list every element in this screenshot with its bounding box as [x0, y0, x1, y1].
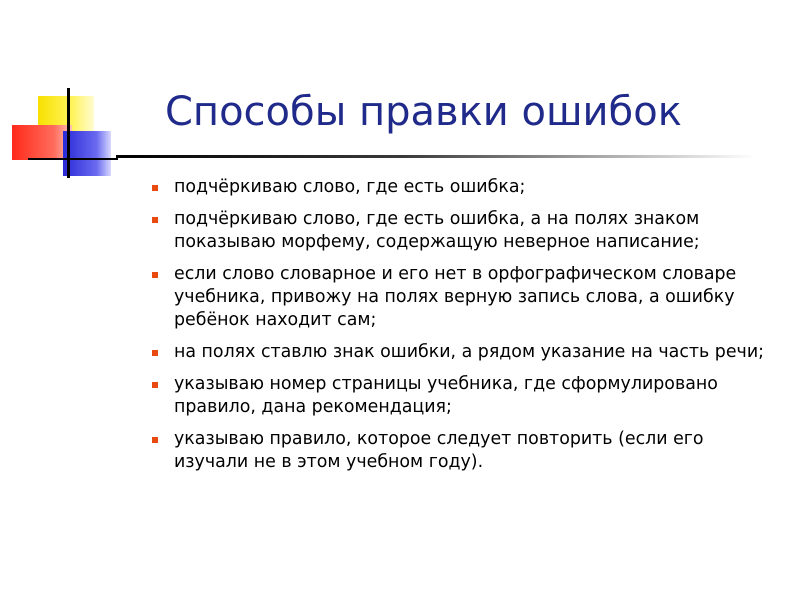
blue-square: [63, 131, 111, 176]
title-underline-rule: [116, 155, 756, 158]
bullet-item: [150, 428, 780, 474]
square-bullet-icon: [152, 382, 158, 388]
bullet-text: подчёркиваю слово, где есть ошибка, а на полях знаком показываю морфему, содержащую неверное написание;: [174, 209, 700, 252]
bullet-text: на полях ставлю знак ошибки, а рядом указание на часть речи;: [174, 342, 764, 362]
square-bullet-icon: [152, 272, 158, 278]
bullet-text: если слово словарное и его нет в орфографическом словаре учебника, привожу на полях верную запись слова, а ошибку ребёнок находит сам;: [174, 264, 737, 330]
bullet-item: [150, 176, 780, 199]
logo-horizontal-line: [28, 158, 118, 160]
square-bullet-icon: [152, 185, 158, 191]
square-bullet-icon: [152, 217, 158, 223]
bullet-list: [150, 176, 780, 483]
bullet-item: [150, 341, 780, 364]
logo-vertical-line: [67, 88, 70, 178]
slide-title: Способы правки ошибок: [165, 89, 682, 135]
bullet-text: подчёркиваю слово, где есть ошибка;: [174, 177, 526, 197]
bullet-item: [150, 263, 780, 332]
decorative-squares-logo: [0, 0, 160, 190]
bullet-text: указываю правило, которое следует повторить (если его изучали не в этом учебном году).: [174, 429, 704, 472]
bullet-item: [150, 373, 780, 419]
bullet-text: указываю номер страницы учебника, где сформулировано правило, дана рекомендация;: [174, 374, 718, 417]
square-bullet-icon: [152, 437, 158, 443]
square-bullet-icon: [152, 350, 158, 356]
bullet-item: [150, 208, 780, 254]
